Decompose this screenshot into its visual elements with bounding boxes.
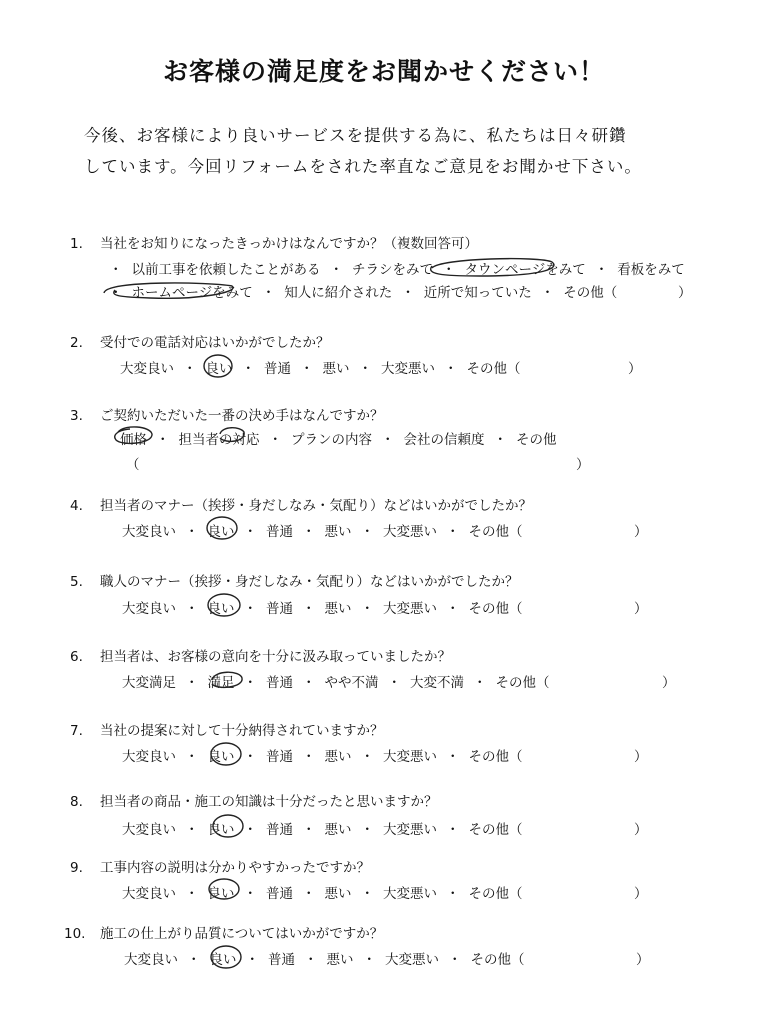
option-satisfied[interactable]: 満足 bbox=[207, 675, 235, 691]
page-title: お客様の満足度をお聞かせください！ bbox=[162, 57, 605, 86]
question-6 bbox=[70, 645, 451, 665]
question-text: 施工の仕上がり品質についてはいかがですか？ bbox=[100, 926, 384, 942]
other-close-paren: ） bbox=[636, 952, 650, 968]
option-very-good[interactable]: 大変良い bbox=[124, 952, 178, 968]
option-very-good[interactable]: 大変良い bbox=[120, 361, 174, 377]
question-5-options: 大変良い ・ 良い ・ 普通 ・ 悪い ・ 大変悪い ・ その他（ bbox=[122, 597, 523, 617]
other-close-paren: ） bbox=[678, 285, 692, 301]
option-neighborhood[interactable]: 近所で知っていた bbox=[423, 285, 532, 301]
option-normal[interactable]: 普通 bbox=[266, 749, 293, 765]
question-number: 2. bbox=[70, 335, 83, 351]
option-bad[interactable]: 悪い bbox=[322, 361, 350, 377]
option-very-bad[interactable]: 大変悪い bbox=[385, 952, 439, 968]
option-bad[interactable]: 悪い bbox=[324, 601, 352, 617]
question-number: 6. bbox=[70, 649, 83, 665]
option-very-bad[interactable]: 大変悪い bbox=[383, 822, 437, 838]
option-bad[interactable]: 悪い bbox=[324, 749, 352, 765]
other-close-paren: ） bbox=[634, 822, 648, 838]
question-number: 10. bbox=[64, 926, 86, 942]
option-bad[interactable]: 悪い bbox=[324, 822, 352, 838]
option-other[interactable]: その他（ bbox=[468, 524, 523, 540]
question-number: 3. bbox=[70, 408, 83, 424]
question-number: 1. bbox=[70, 236, 83, 252]
option-very-bad[interactable]: 大変悪い bbox=[381, 361, 435, 377]
question-5 bbox=[70, 570, 519, 590]
question-text: 職人のマナー（挨拶・身だしなみ・気配り）などはいかがでしたか？ bbox=[100, 574, 519, 590]
question-number: 8. bbox=[70, 794, 83, 810]
question-4-options: 大変良い ・ 良い ・ 普通 ・ 悪い ・ 大変悪い ・ その他（ bbox=[122, 520, 523, 540]
intro-line-1: 今後、お客様により良いサービスを提供する為に、私たちは日々研鑽 bbox=[84, 126, 627, 145]
question-text: 担当者の商品・施工の知識は十分だったと思いますか？ bbox=[100, 794, 438, 810]
option-good[interactable]: 良い bbox=[205, 361, 233, 377]
question-number: 5. bbox=[70, 574, 83, 590]
question-6-options: 大変満足 ・ 満足 ・ 普通 ・ やや不満 ・ 大変不満 ・ その他（ bbox=[122, 671, 550, 691]
option-normal[interactable]: 普通 bbox=[266, 822, 293, 838]
question-text: 受付での電話対応はいかがでしたか？ bbox=[100, 335, 330, 351]
option-very-bad[interactable]: 大変悪い bbox=[383, 749, 437, 765]
option-staff-response[interactable]: 担当者の対応 bbox=[178, 432, 260, 448]
option-very-bad[interactable]: 大変悪い bbox=[383, 601, 437, 617]
option-very-good[interactable]: 大変良い bbox=[122, 886, 176, 902]
question-7 bbox=[70, 719, 384, 739]
option-price[interactable]: 価格 bbox=[120, 432, 147, 448]
question-text: 担当者は、お客様の意向を十分に汲み取っていましたか？ bbox=[100, 649, 451, 665]
other-open-paren: （ bbox=[126, 457, 140, 473]
other-close-paren: ） bbox=[634, 886, 648, 902]
question-text: ご契約いただいた一番の決め手はなんですか？ bbox=[100, 408, 384, 424]
option-other[interactable]: その他（ bbox=[495, 675, 550, 691]
option-signboard[interactable]: 看板をみて bbox=[617, 262, 685, 278]
question-1 bbox=[70, 232, 478, 252]
question-9-options: 大変良い ・ 良い ・ 普通 ・ 悪い ・ 大変悪い ・ その他（ bbox=[122, 882, 523, 902]
option-very-good[interactable]: 大変良い bbox=[122, 822, 176, 838]
option-flyer[interactable]: チラシをみて bbox=[352, 262, 433, 278]
option-good[interactable]: 良い bbox=[207, 886, 235, 902]
option-good[interactable]: 良い bbox=[207, 749, 235, 765]
other-close-paren: ） bbox=[628, 361, 642, 377]
option-slightly-dissatisfied[interactable]: やや不満 bbox=[324, 675, 379, 691]
option-normal[interactable]: 普通 bbox=[268, 952, 295, 968]
option-normal[interactable]: 普通 bbox=[266, 675, 293, 691]
option-other[interactable]: その他 bbox=[516, 432, 557, 448]
option-very-good[interactable]: 大変良い bbox=[122, 749, 176, 765]
question-text: 当社をお知りになったきっかけはなんですか？（複数回答可） bbox=[100, 236, 478, 252]
other-close-paren: ） bbox=[662, 675, 676, 691]
option-normal[interactable]: 普通 bbox=[264, 361, 291, 377]
option-normal[interactable]: 普通 bbox=[266, 524, 293, 540]
question-text: 担当者のマナー（挨拶・身だしなみ・気配り）などはいかがでしたか？ bbox=[100, 498, 532, 514]
other-close-paren: ） bbox=[576, 457, 590, 473]
option-very-bad[interactable]: 大変悪い bbox=[383, 886, 437, 902]
option-other[interactable]: その他（ bbox=[468, 822, 523, 838]
option-very-satisfied[interactable]: 大変満足 bbox=[122, 675, 176, 691]
option-previous-work[interactable]: 以前工事を依頼したことがある bbox=[131, 262, 321, 278]
intro-line-2: しています。今回リフォームをされた率直なご意見をお聞かせ下さい。 bbox=[84, 157, 642, 176]
option-other[interactable]: その他（ bbox=[466, 361, 521, 377]
question-7-options: 大変良い ・ 良い ・ 普通 ・ 悪い ・ 大変悪い ・ その他（ bbox=[122, 745, 523, 765]
question-1-options-line-2: ・ ホームページをみて ・ 知人に紹介された ・ 近所で知っていた ・ その他（ bbox=[100, 281, 617, 301]
option-good[interactable]: 良い bbox=[207, 601, 235, 617]
option-very-bad[interactable]: 大変悪い bbox=[383, 524, 437, 540]
option-good[interactable]: 良い bbox=[207, 524, 235, 540]
question-number: 4. bbox=[70, 498, 83, 514]
option-good[interactable]: 良い bbox=[207, 822, 235, 838]
option-townpage[interactable]: タウンページをみて bbox=[464, 262, 586, 278]
question-9 bbox=[70, 856, 370, 876]
option-good[interactable]: 良い bbox=[209, 952, 237, 968]
option-plan-content[interactable]: プランの内容 bbox=[291, 432, 372, 448]
question-4 bbox=[70, 494, 532, 514]
question-2-options: 大変良い ・ 良い ・ 普通 ・ 悪い ・ 大変悪い ・ その他（ bbox=[120, 357, 521, 377]
option-referral[interactable]: 知人に紹介された bbox=[284, 285, 393, 301]
option-other[interactable]: その他（ bbox=[563, 285, 618, 301]
question-3-options: 価格 ・ 担当者の対応 ・ プランの内容 ・ 会社の信頼度 ・ その他 bbox=[120, 428, 557, 448]
option-bad[interactable]: 悪い bbox=[326, 952, 354, 968]
option-other[interactable]: その他（ bbox=[468, 601, 523, 617]
option-other[interactable]: その他（ bbox=[468, 749, 523, 765]
question-3 bbox=[70, 404, 384, 424]
option-other[interactable]: その他（ bbox=[468, 886, 523, 902]
question-1-options-line-1: ・ 以前工事を依頼したことがある ・ チラシをみて ・ タウンページをみて ・ 看板をみて bbox=[100, 258, 685, 278]
option-normal[interactable]: 普通 bbox=[266, 886, 293, 902]
question-8 bbox=[70, 790, 438, 810]
option-bad[interactable]: 悪い bbox=[324, 524, 352, 540]
option-very-dissatisfied[interactable]: 大変不満 bbox=[410, 675, 464, 691]
option-company-trust[interactable]: 会社の信頼度 bbox=[403, 432, 485, 448]
option-other[interactable]: その他（ bbox=[470, 952, 525, 968]
question-number: 9. bbox=[70, 860, 83, 876]
question-10 bbox=[64, 922, 383, 942]
option-very-good[interactable]: 大変良い bbox=[122, 524, 176, 540]
other-close-paren: ） bbox=[634, 601, 648, 617]
question-text: 当社の提案に対して十分納得されていますか？ bbox=[100, 723, 384, 739]
question-number: 7. bbox=[70, 723, 83, 739]
question-8-options: 大変良い ・ 良い ・ 普通 ・ 悪い ・ 大変悪い ・ その他（ bbox=[122, 818, 523, 838]
other-close-paren: ） bbox=[634, 749, 648, 765]
question-2 bbox=[70, 331, 330, 351]
question-text: 工事内容の説明は分かりやすかったですか？ bbox=[100, 860, 370, 876]
option-bad[interactable]: 悪い bbox=[324, 886, 352, 902]
option-homepage[interactable]: ホームページをみて bbox=[131, 285, 253, 301]
option-very-good[interactable]: 大変良い bbox=[122, 601, 176, 617]
other-close-paren: ） bbox=[634, 524, 648, 540]
option-normal[interactable]: 普通 bbox=[266, 601, 293, 617]
question-10-options: 大変良い ・ 良い ・ 普通 ・ 悪い ・ 大変悪い ・ その他（ bbox=[124, 948, 525, 968]
